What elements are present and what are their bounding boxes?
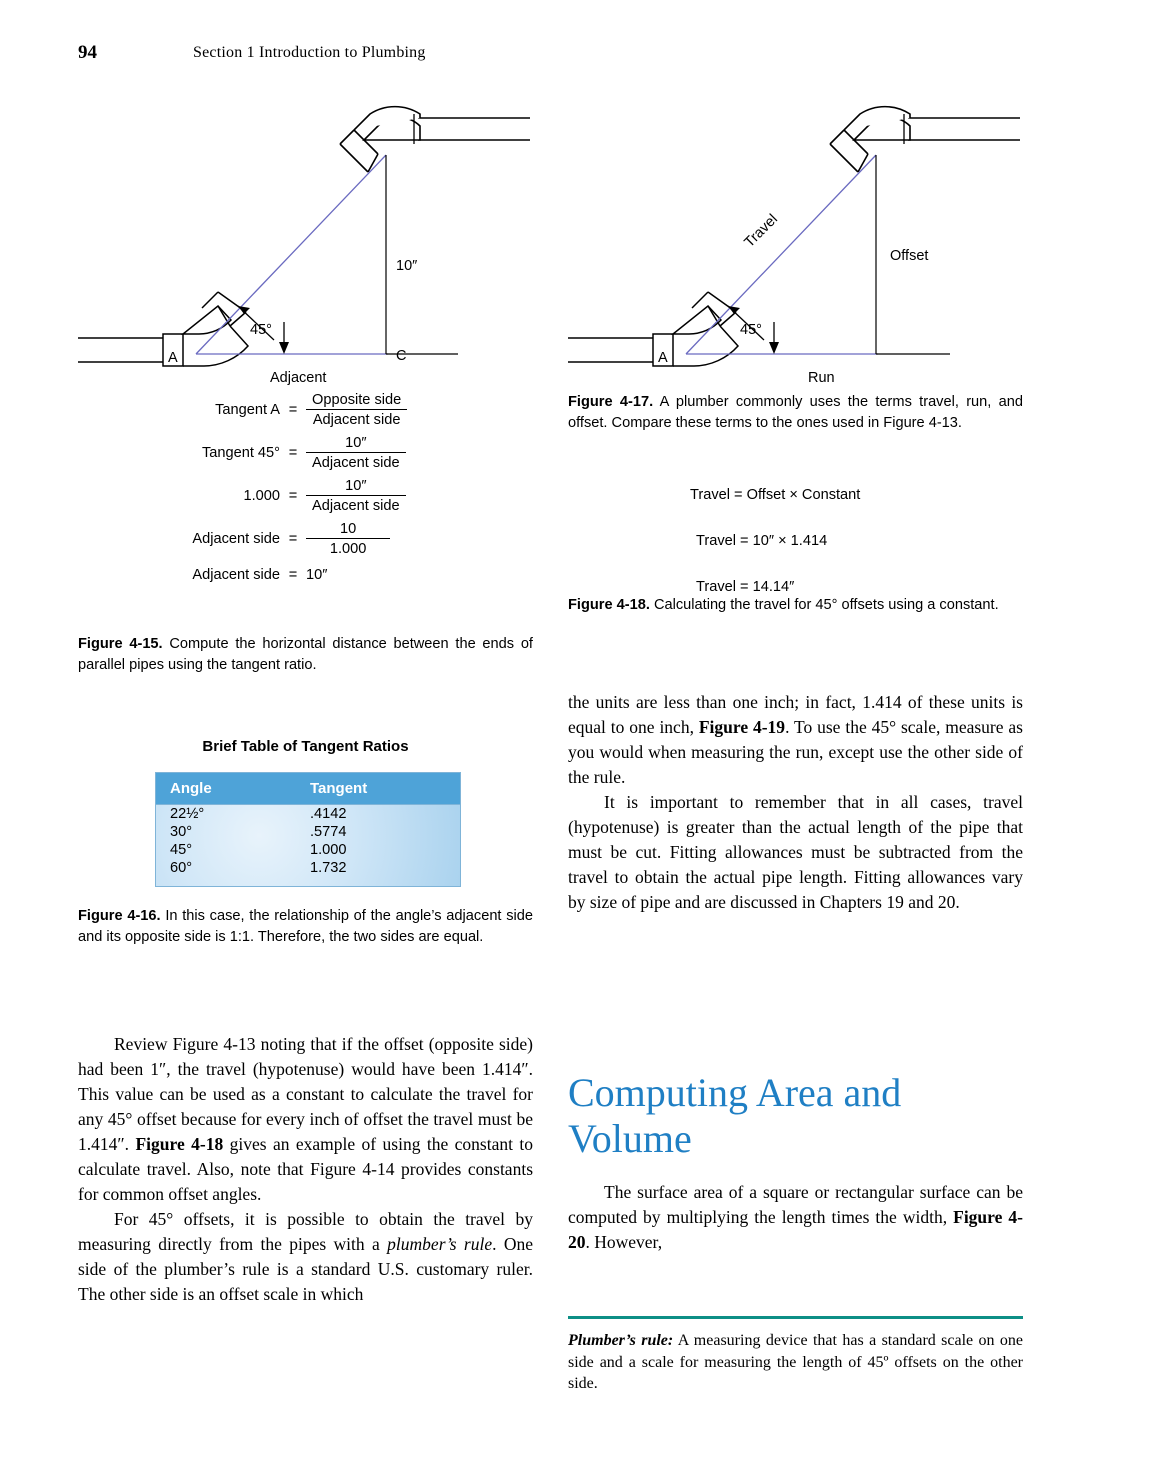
equation-label: 1.000 — [243, 488, 280, 504]
figure-4-15-equations — [140, 392, 540, 590]
paragraph-travel-hypotenuse: It is important to remember that in all cases, travel (hypotenuse) is greater than the actual length of the pipe that must be cut. Fitting allowances must be subtracted from the travel to obtain the actual pipe length. Fitting allowances vary by size of pipe and are discussed in Chapters 19 and 20. — [568, 792, 1023, 912]
figure-4-18-caption-label: Figure 4-18. — [568, 597, 650, 613]
equation-row — [140, 435, 540, 471]
label-vertex-a: A — [658, 350, 668, 366]
footnote-divider — [568, 1316, 1023, 1319]
figure-4-16-caption-label: Figure 4-16. — [78, 908, 161, 924]
label-vertex-a: A — [168, 350, 178, 366]
table-row — [156, 823, 461, 841]
table-header-angle: Angle — [156, 773, 295, 805]
table-row — [156, 859, 461, 887]
travel-equation-2: Travel = 10″ × 1.414 — [696, 533, 828, 549]
right-column-body — [568, 690, 1023, 915]
figure-4-17-caption — [568, 392, 1023, 433]
table-row — [156, 805, 461, 824]
equals-sign: = — [288, 402, 298, 418]
equation-row — [140, 478, 540, 514]
fraction — [306, 392, 407, 428]
equals-sign: = — [288, 531, 298, 547]
equation-label: Adjacent side — [192, 531, 280, 547]
paragraph-45-offsets: For 45° offsets, it is possible to obtain the travel by measuring directly from the pipes with a plumber’s rule. One side of the plumber’s rule is a standard U.S. customary ruler. The other side is an offset scale in which — [78, 1209, 533, 1304]
figure-4-15-caption-text: Compute the horizontal distance between the ends of parallel pipes using the tangent ratio. — [78, 636, 533, 673]
section-heading-computing-area-volume: Computing Area and Volume — [568, 1070, 902, 1161]
figure-4-17-drawing — [568, 100, 1028, 390]
cell-tangent: .5774 — [310, 824, 347, 840]
equation-row — [140, 392, 540, 428]
travel-equation-3: Travel = 14.14″ — [696, 579, 795, 595]
fraction-denominator: Adjacent side — [312, 455, 400, 471]
equals-sign: = — [288, 445, 298, 461]
running-head: Section 1 Introduction to Plumbing — [193, 44, 426, 61]
label-travel: Travel — [741, 211, 781, 251]
paragraph-units-less-than-inch: the units are less than one inch; in fact, 1.414 of these units is equal to one inch, Figure 4-19. To use the 45° scale, measure as you would when measuring the run, except use the other side of the rule. — [568, 692, 1023, 787]
section-body — [568, 1180, 1023, 1255]
fraction — [306, 478, 406, 514]
figure-4-18-caption — [568, 595, 1023, 616]
table-header-tangent: Tangent — [294, 773, 461, 805]
fraction — [306, 521, 390, 557]
fraction-numerator: 10″ — [306, 478, 406, 496]
table-header-row — [156, 773, 461, 805]
equation-label: Tangent A — [215, 402, 280, 418]
page-number: 94 — [78, 42, 97, 63]
equation-row-final — [140, 567, 540, 583]
equals-sign: = — [288, 567, 298, 583]
cell-tangent: 1.000 — [310, 842, 347, 858]
page-header — [78, 42, 1078, 66]
paragraph-surface-area: The surface area of a square or rectangular surface can be computed by multiplying the length times the width, Figure 4-20. However, — [568, 1182, 1023, 1252]
label-angle-45: 45° — [250, 322, 272, 338]
figure-4-15-caption — [78, 634, 533, 675]
figure-4-15-caption-label: Figure 4-15. — [78, 636, 163, 652]
paragraph-review-figure: Review Figure 4-13 noting that if the offset (opposite side) had been 1″, the travel (hypotenuse) would have been 1.414″. This value can be used as a constant to calculate the travel for any 45° offset because for every inch of offset the travel must be 1.414″. Figure 4-18 gives an example of using the constant to calculate travel. Also, note that Figure 4-14 provides constants for common offset angles. — [78, 1034, 533, 1204]
label-offset: Offset — [890, 248, 929, 264]
footnote-plumbers-rule — [568, 1330, 1023, 1395]
cell-angle: 30° — [170, 824, 193, 840]
cell-tangent: .4142 — [310, 806, 347, 822]
cell-tangent: 1.732 — [310, 860, 347, 876]
figure-4-18-equations — [690, 487, 1050, 595]
equation-value: 10″ — [306, 567, 328, 583]
label-angle-45: 45° — [740, 322, 762, 338]
figure-4-16-caption-text: In this case, the relationship of the angle’s adjacent side and its opposite side is 1:1. Therefore, the two sides are equal. — [78, 908, 533, 945]
figure-4-16-caption — [78, 906, 533, 947]
fraction-numerator: 10″ — [306, 435, 406, 453]
label-adjacent: Adjacent — [270, 370, 327, 386]
figure-4-18-caption-text: Calculating the travel for 45° offsets using a constant. — [649, 597, 999, 613]
left-column-body — [78, 1032, 533, 1307]
fraction-numerator: Opposite side — [306, 392, 407, 410]
tangent-table-title: Brief Table of Tangent Ratios — [202, 738, 409, 755]
label-opposite-dimension: 10″ — [396, 258, 418, 274]
figure-4-17-caption-label: Figure 4-17. — [568, 394, 654, 410]
tangent-table — [155, 772, 461, 887]
fraction-numerator: 10 — [306, 521, 390, 539]
fraction-denominator: Adjacent side — [312, 498, 400, 514]
equation-label: Adjacent side — [192, 567, 280, 583]
travel-equation-1: Travel = Offset × Constant — [690, 487, 861, 503]
fraction — [306, 435, 406, 471]
label-run: Run — [808, 370, 835, 386]
footnote-term: Plumber’s rule: — [568, 1332, 674, 1349]
cell-angle: 22½° — [170, 806, 205, 822]
equals-sign: = — [288, 488, 298, 504]
footnote-definition: A measuring device that has a standard scale on one side and a scale for measuring the length of 45º offsets on the other side. — [568, 1332, 1024, 1392]
equation-label: Tangent 45° — [201, 445, 280, 461]
figure-4-15-drawing — [78, 100, 538, 390]
table-row — [156, 841, 461, 859]
fraction-denominator: Adjacent side — [312, 412, 401, 428]
label-vertex-c: C — [396, 348, 407, 364]
fraction-denominator: 1.000 — [329, 541, 367, 557]
cell-angle: 60° — [170, 860, 193, 876]
cell-angle: 45° — [170, 842, 193, 858]
figure-4-17-caption-text: A plumber commonly uses the terms travel, run, and offset. Compare these terms to the ones used in Figure 4-13. — [568, 394, 1023, 431]
equation-row — [140, 521, 540, 557]
